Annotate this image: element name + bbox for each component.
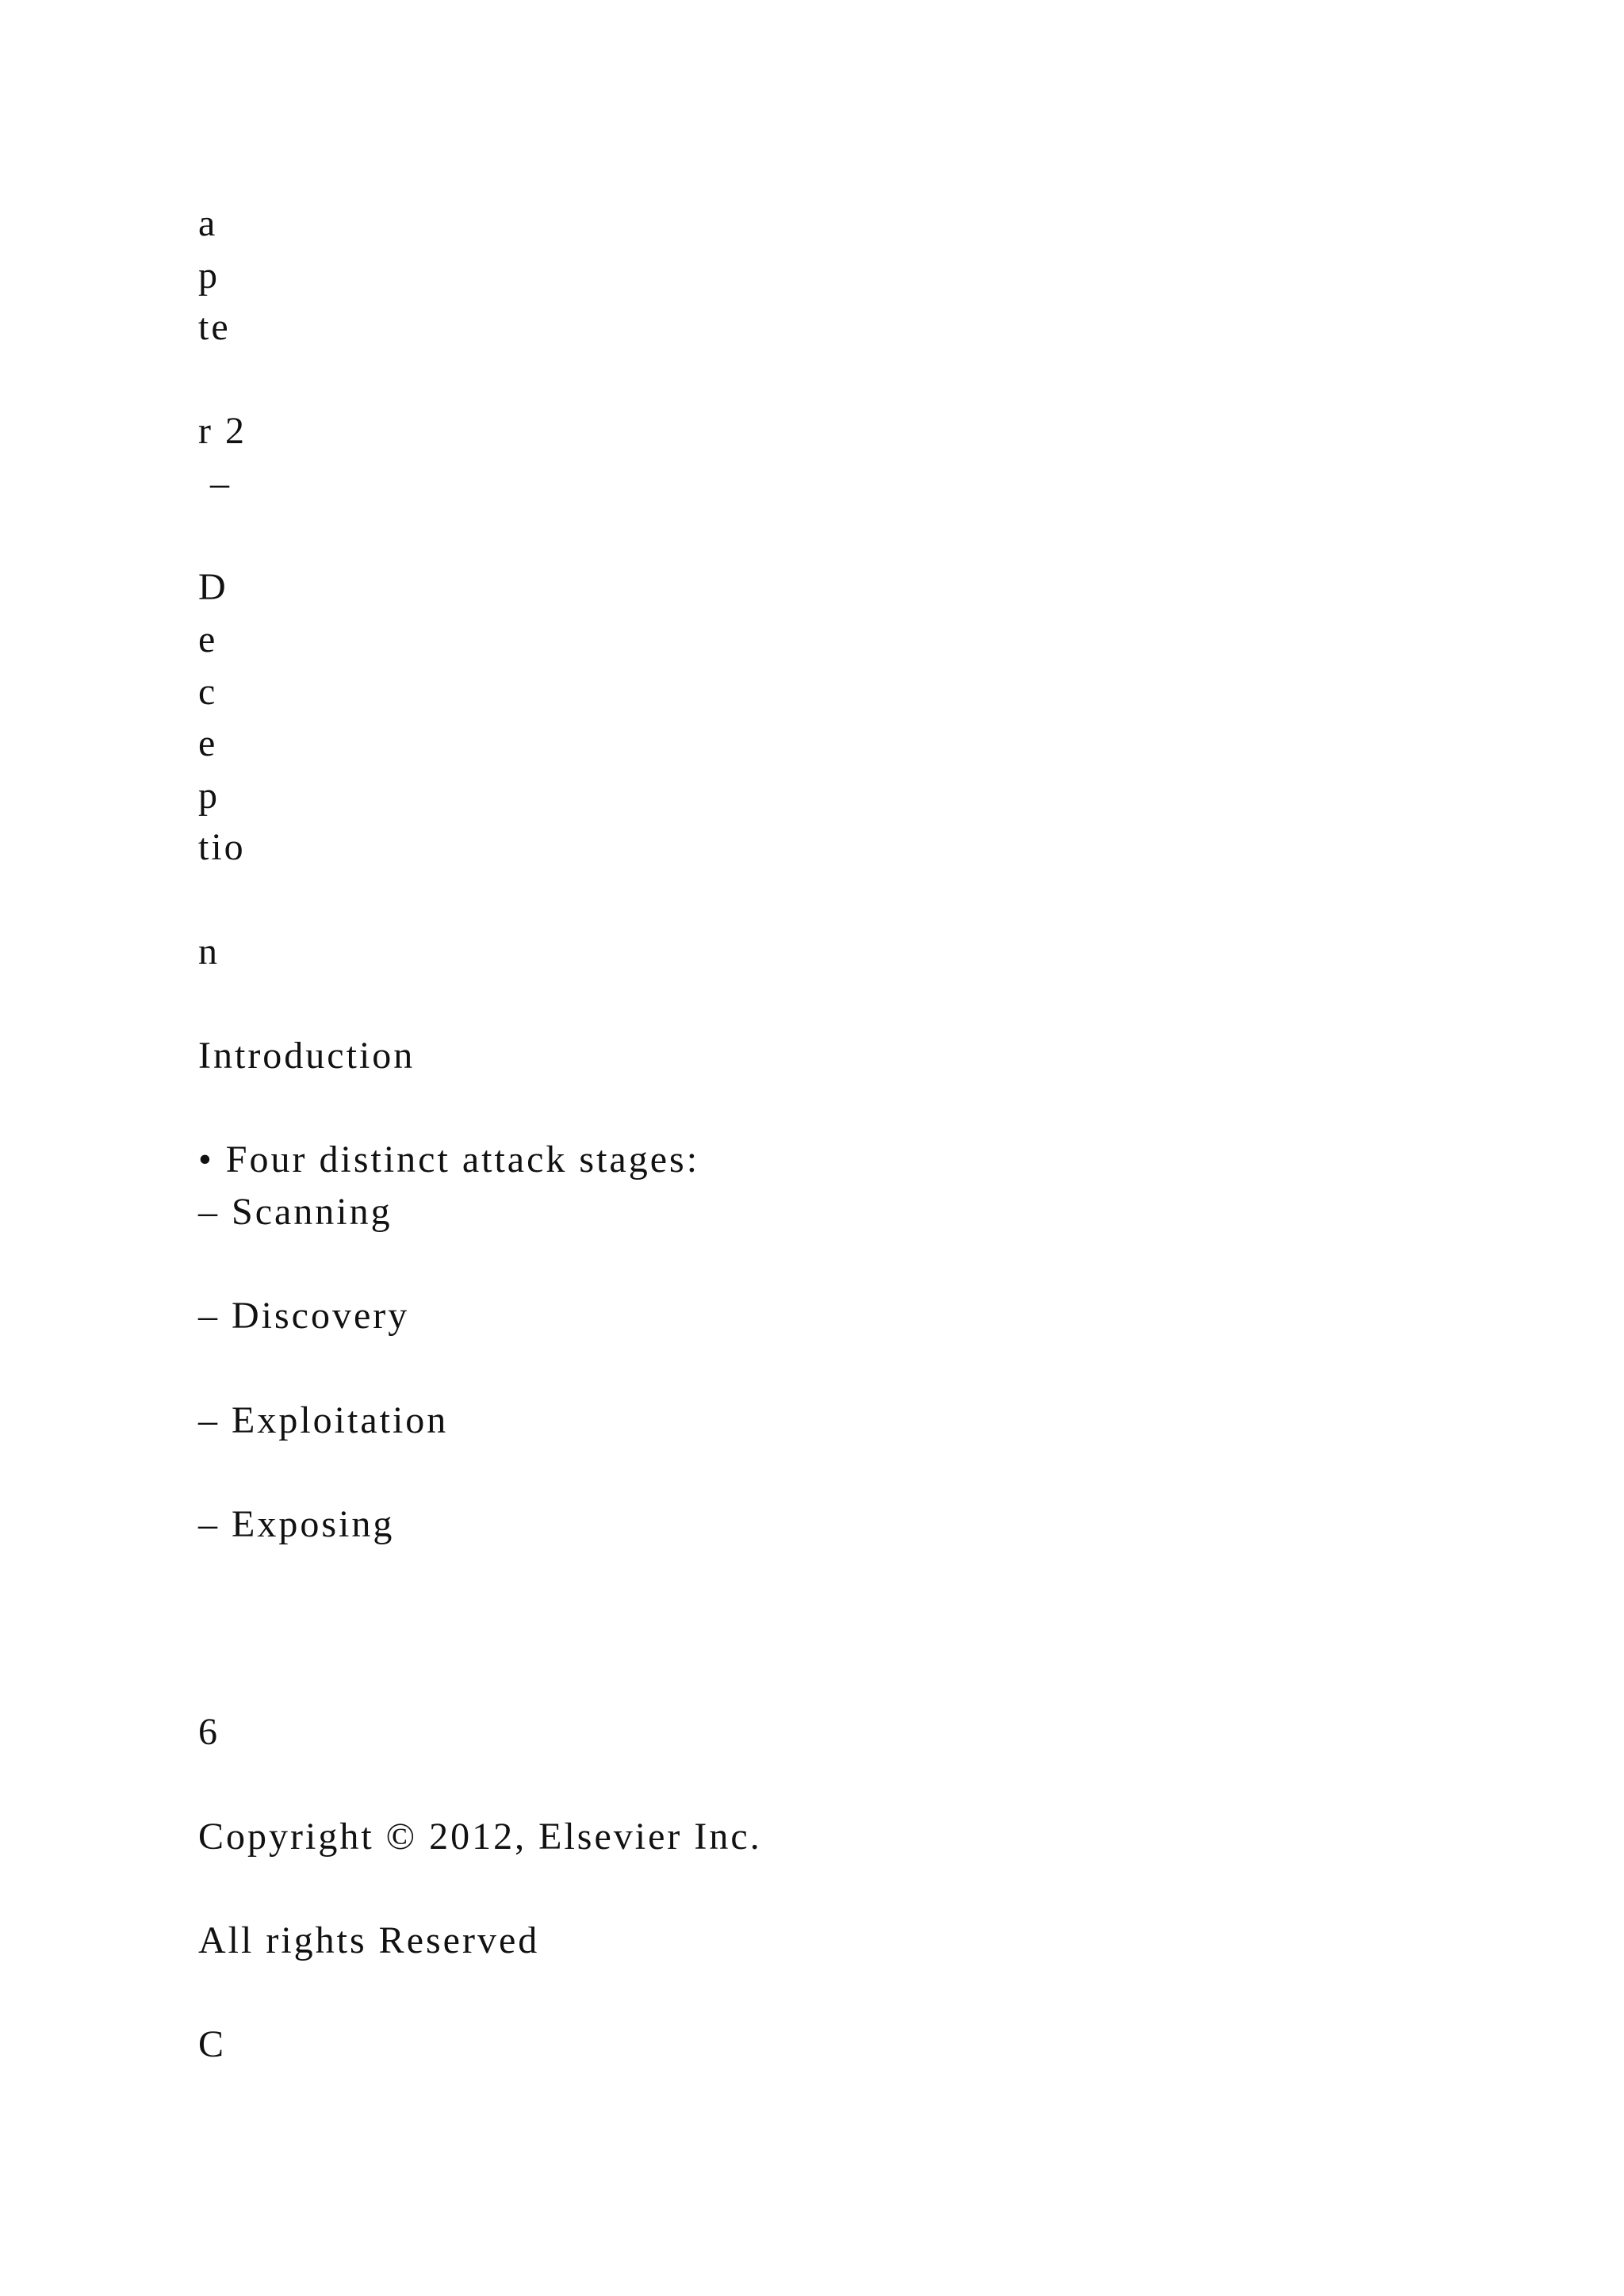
sub-bullet-discovery: – Discovery bbox=[198, 1295, 410, 1337]
text-line-e1: e bbox=[198, 618, 218, 660]
text-line-a: a bbox=[198, 202, 218, 244]
bullet-attack-stages: • Four distinct attack stages: bbox=[198, 1138, 700, 1181]
copyright-notice: Copyright © 2012, Elsevier Inc. bbox=[198, 1816, 762, 1858]
text-line-p2: p bbox=[198, 775, 220, 817]
text-line-n: n bbox=[198, 931, 220, 973]
rights-reserved: All rights Reserved bbox=[198, 1919, 540, 1961]
slide-number: 6 bbox=[198, 1711, 220, 1753]
sub-bullet-exposing: – Exposing bbox=[198, 1503, 395, 1545]
text-line-e2: e bbox=[198, 722, 218, 764]
text-line-c-capital: C bbox=[198, 2023, 227, 2065]
sub-bullet-scanning: – Scanning bbox=[198, 1191, 393, 1233]
text-line-tio: tio bbox=[198, 826, 246, 868]
sub-bullet-exploitation: – Exploitation bbox=[198, 1399, 449, 1441]
text-line-c: c bbox=[198, 671, 218, 713]
text-line-r2: r 2 bbox=[198, 410, 247, 452]
text-line-dash: – bbox=[198, 462, 232, 504]
section-heading-introduction: Introduction bbox=[198, 1035, 416, 1077]
text-line-d: D bbox=[198, 566, 228, 608]
text-line-te: te bbox=[198, 306, 231, 348]
text-line-p: p bbox=[198, 254, 220, 297]
